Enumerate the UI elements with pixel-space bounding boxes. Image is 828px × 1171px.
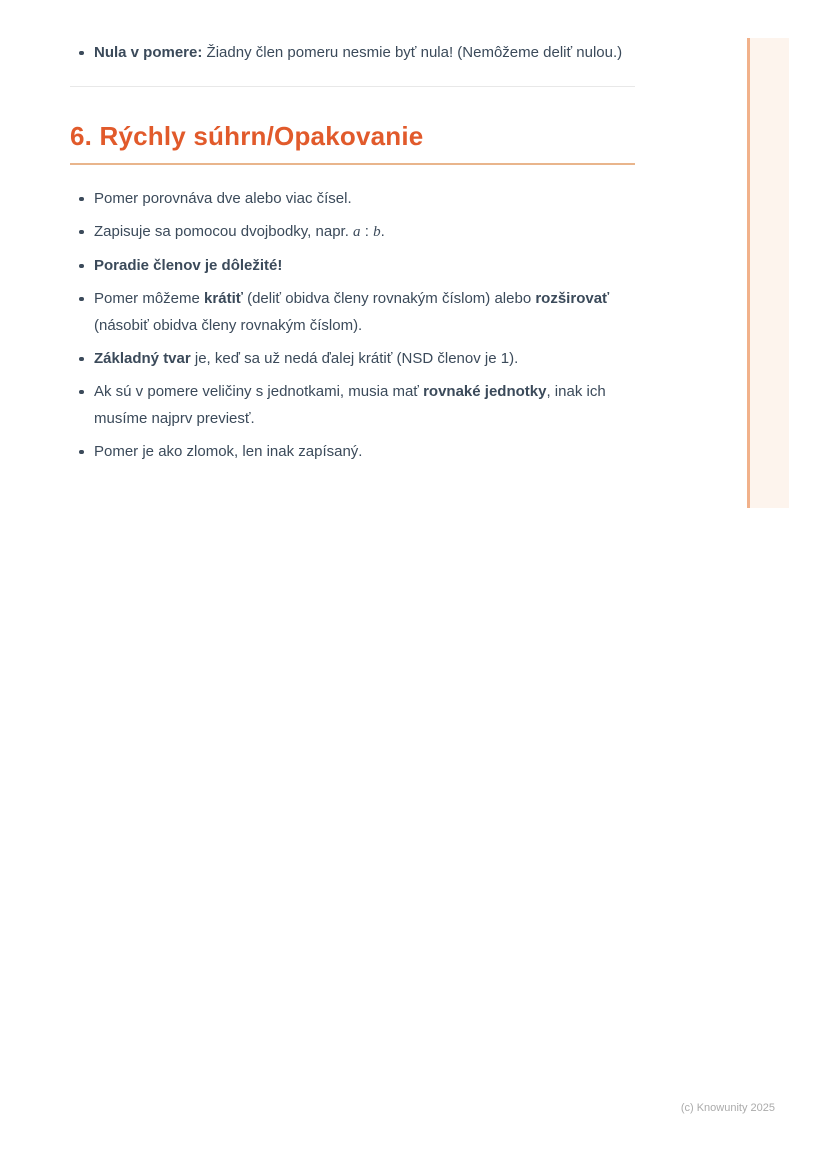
heading-underline	[70, 163, 635, 165]
list-item	[70, 438, 635, 465]
list-item	[70, 378, 635, 432]
list-item	[70, 218, 635, 246]
section-heading: 6. Rýchly súhrn/Opakovanie	[70, 121, 424, 151]
list-item-text: Zapisuje sa pomocou dvojbodky, napr. a : b.	[94, 223, 385, 240]
summary-list	[70, 185, 635, 465]
list-item	[70, 285, 635, 339]
list-item	[70, 185, 635, 212]
list-item	[70, 345, 635, 372]
list-item-text: Pomer je ako zlomok, len inak zapísaný.	[94, 443, 363, 460]
footer-copyright: (c) Knowunity 2025	[680, 1102, 775, 1114]
list-item	[70, 39, 635, 66]
document-content	[70, 0, 635, 471]
list-item-text: Ak sú v pomere veličiny s jednotkami, musia mať rovnaké jednotky, inak ich musíme najprv previesť.	[94, 383, 606, 427]
list-item	[70, 252, 635, 279]
intro-list	[70, 39, 635, 66]
list-item-text: Poradie členov je dôležité!	[94, 257, 283, 274]
section-divider	[70, 86, 635, 87]
list-item-text: Pomer porovnáva dve alebo viac čísel.	[94, 190, 352, 207]
intro-bullet-text: Nula v pomere: Žiadny člen pomeru nesmie byť nula! (Nemôžeme deliť nulou.)	[94, 44, 623, 61]
list-item-text: Základný tvar je, keď sa už nedá ďalej krátiť (NSD členov je 1).	[94, 350, 519, 367]
list-item-text: Pomer môžeme krátiť (deliť obidva členy rovnakým číslom) alebo rozširovať (násobiť obidva členy rovnakým číslom).	[94, 290, 610, 334]
side-accent-strip	[747, 38, 789, 508]
